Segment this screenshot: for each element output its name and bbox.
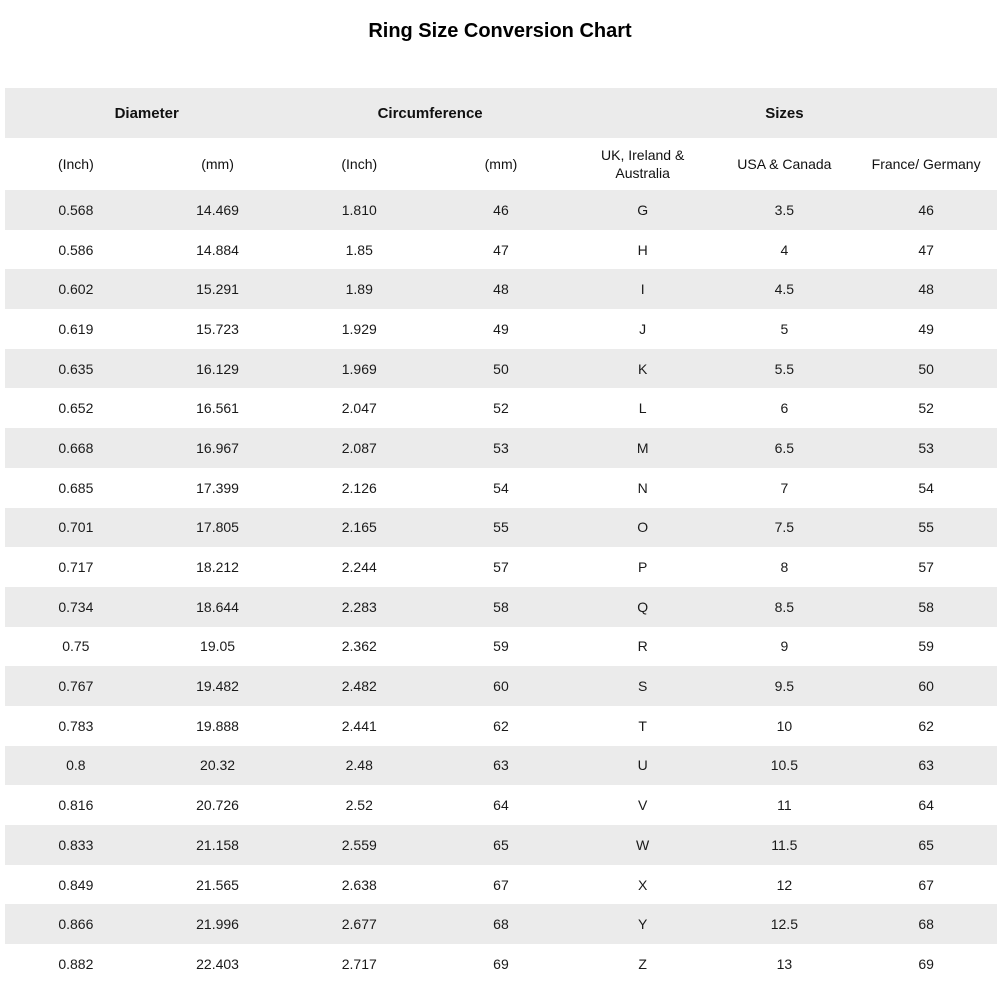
table-cell: 0.75 bbox=[5, 627, 147, 667]
table-cell: 1.929 bbox=[288, 309, 430, 349]
table-cell: 48 bbox=[855, 269, 997, 309]
table-cell: 67 bbox=[855, 865, 997, 905]
table-cell: 0.685 bbox=[5, 468, 147, 508]
table-cell: 50 bbox=[855, 349, 997, 389]
column-header-usa-canada: USA & Canada bbox=[714, 138, 856, 190]
table-cell: 55 bbox=[855, 508, 997, 548]
group-header-circumference: Circumference bbox=[288, 88, 571, 138]
column-header-circumference-inch: (Inch) bbox=[288, 138, 430, 190]
table-cell: Y bbox=[572, 904, 714, 944]
page-title: Ring Size Conversion Chart bbox=[368, 20, 632, 42]
table-cell: H bbox=[572, 230, 714, 270]
table-cell: 49 bbox=[855, 309, 997, 349]
table-cell: 4.5 bbox=[714, 269, 856, 309]
table-cell: K bbox=[572, 349, 714, 389]
table-cell: 20.726 bbox=[147, 785, 289, 825]
table-row bbox=[5, 508, 997, 548]
table-cell: 63 bbox=[855, 746, 997, 786]
table-cell: 11 bbox=[714, 785, 856, 825]
table-cell: W bbox=[572, 825, 714, 865]
table-cell: 4 bbox=[714, 230, 856, 270]
table-cell: 62 bbox=[855, 706, 997, 746]
table-cell: 10.5 bbox=[714, 746, 856, 786]
table-cell: 65 bbox=[855, 825, 997, 865]
table-cell: 0.602 bbox=[5, 269, 147, 309]
table-cell: 21.996 bbox=[147, 904, 289, 944]
table-cell: 2.441 bbox=[288, 706, 430, 746]
table-cell: 47 bbox=[430, 230, 572, 270]
column-header-uk-ireland-australia: UK, Ireland & Australia bbox=[572, 138, 714, 190]
table-cell: 1.85 bbox=[288, 230, 430, 270]
column-header-row bbox=[5, 138, 997, 190]
table-row bbox=[5, 269, 997, 309]
table-cell: 53 bbox=[855, 428, 997, 468]
table-cell: 19.888 bbox=[147, 706, 289, 746]
table-cell: 55 bbox=[430, 508, 572, 548]
table-row bbox=[5, 388, 997, 428]
table-row bbox=[5, 706, 997, 746]
table-cell: 57 bbox=[855, 547, 997, 587]
table-cell: 9 bbox=[714, 627, 856, 667]
table-cell: 0.586 bbox=[5, 230, 147, 270]
column-header-diameter-mm: (mm) bbox=[147, 138, 289, 190]
table-cell: 69 bbox=[855, 944, 997, 984]
table-cell: 57 bbox=[430, 547, 572, 587]
table-cell: 18.212 bbox=[147, 547, 289, 587]
table-cell: 54 bbox=[855, 468, 997, 508]
table-cell: J bbox=[572, 309, 714, 349]
table-cell: L bbox=[572, 388, 714, 428]
table-row bbox=[5, 349, 997, 389]
table-cell: 60 bbox=[855, 666, 997, 706]
table-cell: 8 bbox=[714, 547, 856, 587]
table-cell: 0.882 bbox=[5, 944, 147, 984]
table-cell: Q bbox=[572, 587, 714, 627]
table-cell: 0.8 bbox=[5, 746, 147, 786]
table-cell: 0.783 bbox=[5, 706, 147, 746]
table-row bbox=[5, 309, 997, 349]
group-header-sizes: Sizes bbox=[572, 88, 997, 138]
table-cell: T bbox=[572, 706, 714, 746]
table-cell: M bbox=[572, 428, 714, 468]
table-cell: 50 bbox=[430, 349, 572, 389]
table-cell: 64 bbox=[430, 785, 572, 825]
table-cell: 15.291 bbox=[147, 269, 289, 309]
table-row bbox=[5, 904, 997, 944]
table-row bbox=[5, 230, 997, 270]
table-cell: 21.158 bbox=[147, 825, 289, 865]
table-cell: 14.884 bbox=[147, 230, 289, 270]
table-cell: 0.849 bbox=[5, 865, 147, 905]
table-cell: 5 bbox=[714, 309, 856, 349]
table-cell: 68 bbox=[430, 904, 572, 944]
table-cell: O bbox=[572, 508, 714, 548]
table-cell: 0.833 bbox=[5, 825, 147, 865]
table-body bbox=[5, 190, 997, 984]
table-cell: 16.967 bbox=[147, 428, 289, 468]
column-header-france-germany: France/ Germany bbox=[855, 138, 997, 190]
table-cell: 15.723 bbox=[147, 309, 289, 349]
table-row bbox=[5, 627, 997, 667]
table-cell: U bbox=[572, 746, 714, 786]
table-cell: 53 bbox=[430, 428, 572, 468]
column-header-circumference-mm: (mm) bbox=[430, 138, 572, 190]
table-cell: 19.05 bbox=[147, 627, 289, 667]
column-header-diameter-inch: (Inch) bbox=[5, 138, 147, 190]
table-cell: 68 bbox=[855, 904, 997, 944]
table-cell: G bbox=[572, 190, 714, 230]
table-cell: 46 bbox=[855, 190, 997, 230]
table-row bbox=[5, 587, 997, 627]
table-cell: 0.701 bbox=[5, 508, 147, 548]
table-cell: 69 bbox=[430, 944, 572, 984]
table-cell: 67 bbox=[430, 865, 572, 905]
table-cell: 19.482 bbox=[147, 666, 289, 706]
table-cell: 17.805 bbox=[147, 508, 289, 548]
table-row bbox=[5, 190, 997, 230]
table-cell: 2.087 bbox=[288, 428, 430, 468]
table-cell: 22.403 bbox=[147, 944, 289, 984]
table-cell: 2.48 bbox=[288, 746, 430, 786]
table-cell: 0.568 bbox=[5, 190, 147, 230]
table-cell: 6 bbox=[714, 388, 856, 428]
table-cell: 64 bbox=[855, 785, 997, 825]
table-row bbox=[5, 428, 997, 468]
table-row bbox=[5, 666, 997, 706]
table-row bbox=[5, 944, 997, 984]
table-cell: X bbox=[572, 865, 714, 905]
table-row bbox=[5, 825, 997, 865]
table-cell: S bbox=[572, 666, 714, 706]
table-row bbox=[5, 865, 997, 905]
table-cell: 2.482 bbox=[288, 666, 430, 706]
table-cell: 0.668 bbox=[5, 428, 147, 468]
table-cell: 16.129 bbox=[147, 349, 289, 389]
table-cell: 2.559 bbox=[288, 825, 430, 865]
table-cell: 63 bbox=[430, 746, 572, 786]
table-row bbox=[5, 785, 997, 825]
table-cell: P bbox=[572, 547, 714, 587]
table-cell: 3.5 bbox=[714, 190, 856, 230]
table-cell: 17.399 bbox=[147, 468, 289, 508]
table-cell: 0.866 bbox=[5, 904, 147, 944]
table-cell: 2.677 bbox=[288, 904, 430, 944]
table-cell: 21.565 bbox=[147, 865, 289, 905]
table-cell: 2.165 bbox=[288, 508, 430, 548]
table-cell: 9.5 bbox=[714, 666, 856, 706]
table-header bbox=[5, 88, 997, 190]
table-cell: 59 bbox=[855, 627, 997, 667]
table-cell: 5.5 bbox=[714, 349, 856, 389]
table-cell: 48 bbox=[430, 269, 572, 309]
group-header-diameter: Diameter bbox=[5, 88, 288, 138]
table-cell: 2.717 bbox=[288, 944, 430, 984]
table-cell: 58 bbox=[855, 587, 997, 627]
table-cell: 10 bbox=[714, 706, 856, 746]
table-row bbox=[5, 746, 997, 786]
table-cell: 54 bbox=[430, 468, 572, 508]
table-cell: 7.5 bbox=[714, 508, 856, 548]
table-cell: 0.734 bbox=[5, 587, 147, 627]
ring-size-conversion-table bbox=[5, 88, 997, 984]
table-cell: 2.52 bbox=[288, 785, 430, 825]
table-cell: 16.561 bbox=[147, 388, 289, 428]
table-cell: 6.5 bbox=[714, 428, 856, 468]
table-row bbox=[5, 468, 997, 508]
table-cell: N bbox=[572, 468, 714, 508]
table-cell: 58 bbox=[430, 587, 572, 627]
table-cell: V bbox=[572, 785, 714, 825]
table-cell: 8.5 bbox=[714, 587, 856, 627]
table-cell: 2.362 bbox=[288, 627, 430, 667]
table-cell: 2.047 bbox=[288, 388, 430, 428]
table-cell: 2.283 bbox=[288, 587, 430, 627]
group-header-row bbox=[5, 88, 997, 138]
table-cell: 11.5 bbox=[714, 825, 856, 865]
table-cell: 7 bbox=[714, 468, 856, 508]
table-row bbox=[5, 547, 997, 587]
table-cell: 13 bbox=[714, 944, 856, 984]
table-cell: I bbox=[572, 269, 714, 309]
table-cell: 60 bbox=[430, 666, 572, 706]
table-cell: 62 bbox=[430, 706, 572, 746]
table-cell: R bbox=[572, 627, 714, 667]
table-cell: 46 bbox=[430, 190, 572, 230]
table-cell: 52 bbox=[855, 388, 997, 428]
table-cell: Z bbox=[572, 944, 714, 984]
table-cell: 49 bbox=[430, 309, 572, 349]
table-cell: 14.469 bbox=[147, 190, 289, 230]
table-cell: 12.5 bbox=[714, 904, 856, 944]
table-cell: 52 bbox=[430, 388, 572, 428]
table-cell: 59 bbox=[430, 627, 572, 667]
table-cell: 0.619 bbox=[5, 309, 147, 349]
table-cell: 2.244 bbox=[288, 547, 430, 587]
table-cell: 0.652 bbox=[5, 388, 147, 428]
table-cell: 20.32 bbox=[147, 746, 289, 786]
table-cell: 18.644 bbox=[147, 587, 289, 627]
table-cell: 1.810 bbox=[288, 190, 430, 230]
table-cell: 2.126 bbox=[288, 468, 430, 508]
table-cell: 12 bbox=[714, 865, 856, 905]
table-cell: 1.89 bbox=[288, 269, 430, 309]
table-cell: 0.635 bbox=[5, 349, 147, 389]
table-cell: 2.638 bbox=[288, 865, 430, 905]
table-cell: 1.969 bbox=[288, 349, 430, 389]
table-cell: 0.767 bbox=[5, 666, 147, 706]
table-cell: 47 bbox=[855, 230, 997, 270]
table-cell: 0.717 bbox=[5, 547, 147, 587]
table-cell: 0.816 bbox=[5, 785, 147, 825]
table-cell: 65 bbox=[430, 825, 572, 865]
